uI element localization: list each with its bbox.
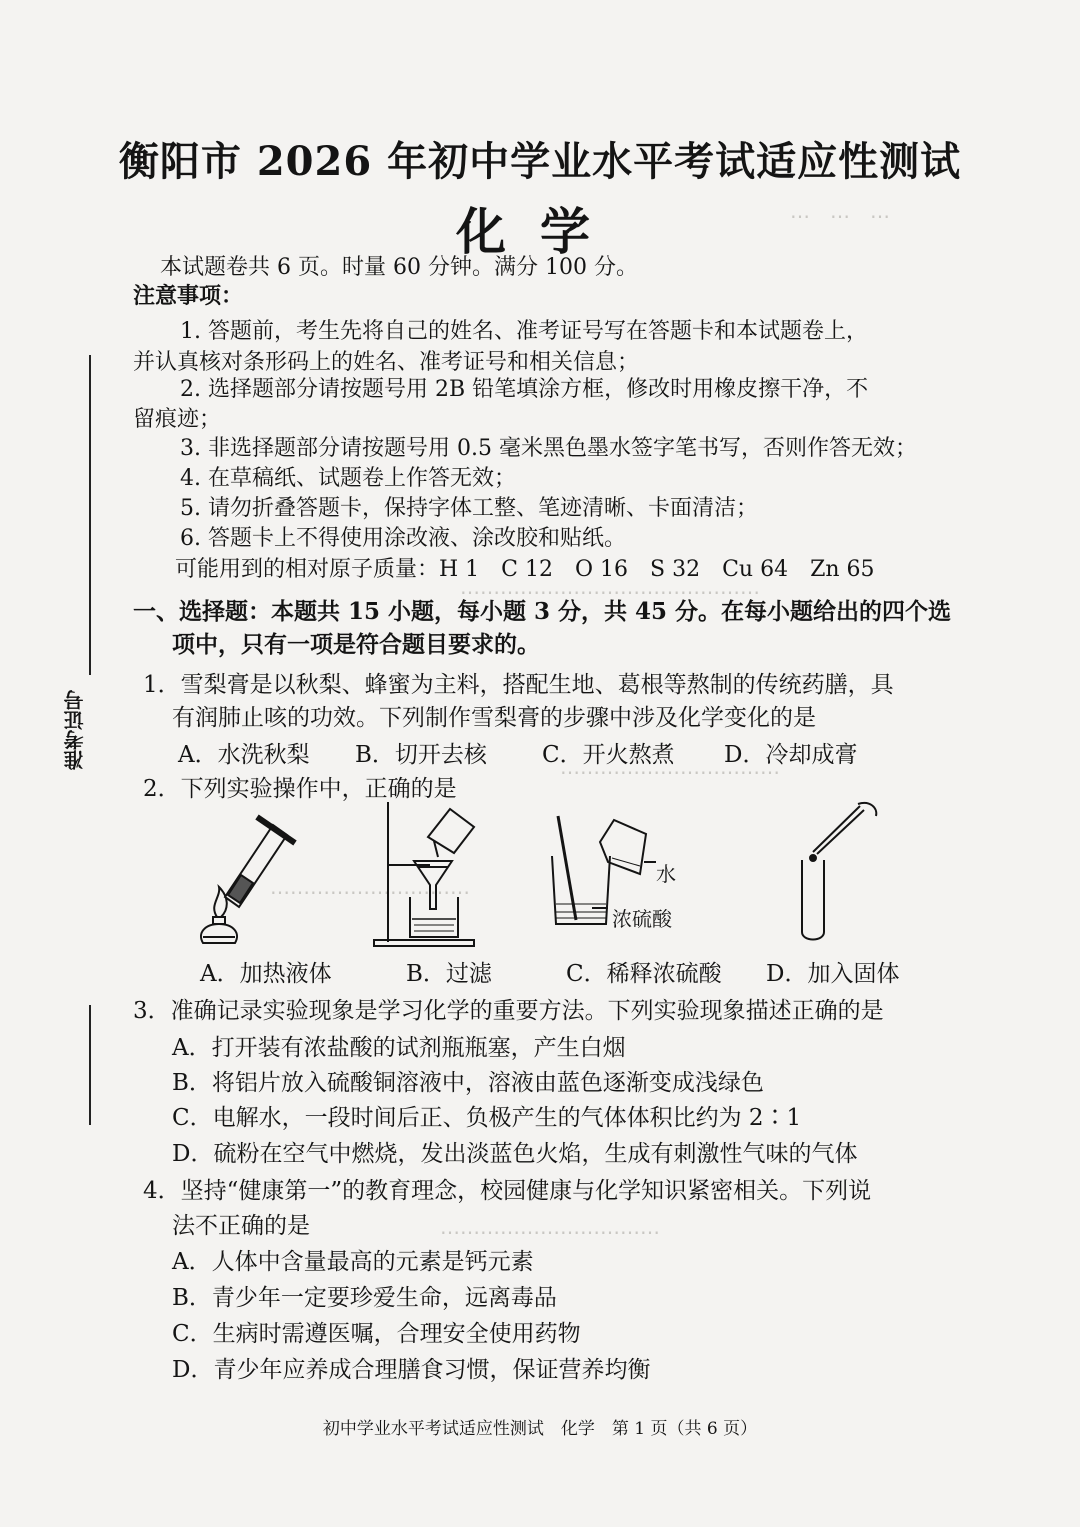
- question-3-option-d: D．硫粉在空气中燃烧，发出淡蓝色火焰，生成有刺激性气味的气体: [172, 1141, 858, 1167]
- notice-item-3: 3. 非选择题部分请按题号用 0.5 毫米黑色墨水签字笔书写，否则作答无效；: [180, 436, 917, 461]
- notice-item-2-cont: 留痕迹；: [133, 407, 222, 432]
- question-4-stem: 4．坚持“健康第一”的教育理念，校园健康与化学知识紧密相关。下列说: [143, 1178, 872, 1204]
- question-4-option-d: D．青少年应养成合理膳食习惯，保证营养均衡: [172, 1357, 651, 1383]
- atomic-masses: 可能用到的相对原子质量：H 1 C 12 O 16 S 32 Cu 64 Zn 65: [175, 557, 875, 582]
- binding-line-top: [89, 355, 91, 675]
- subject-title: 化学: [456, 202, 624, 261]
- question-1-option-d: D．冷却成膏: [724, 742, 858, 768]
- question-1-option-c: C．开火熬煮: [542, 742, 675, 768]
- question-1-option-a: A．水洗秋梨: [178, 742, 310, 768]
- question-4-option-b: B．青少年一定要珍爱生命，远离毒品: [172, 1285, 557, 1311]
- notice-item-6: 6. 答题卡上不得使用涂改液、涂改胶和贴纸。: [180, 526, 626, 551]
- filtration-figure: [370, 797, 480, 949]
- exam-id-label: 准考证号: [63, 690, 87, 770]
- adding-solid-figure: [780, 800, 890, 945]
- exam-title: 衡阳市 2026 年初中学业水平考试适应性测试: [118, 138, 962, 185]
- exam-page: ⋯ ⋯ ⋯ ⋯⋯⋯⋯⋯⋯⋯⋯⋯⋯⋯⋯⋯⋯⋯ ⋯⋯⋯⋯⋯⋯⋯⋯⋯⋯⋯ ⋯⋯⋯⋯⋯⋯⋯⋯⋯⋯ ⋯⋯⋯⋯⋯⋯⋯⋯⋯⋯⋯ 准考证号 衡阳市 2026 年初中学业水平考试适应性测试 化学 本试题卷共 6 页。时量 60 分钟。满分 100 分。 注意事项： 1. 答题前，考生先将自己的姓名、准考证号写在答题卡和本试题卷上， 并认真核对条形码上的姓名、准考证号和相关信息； 2. 选择题部分请按题号用 2B 铅笔填涂方框，修改时用橡皮擦干净，不 留痕迹； 3. 非选择题部分请按题号用 0.5 毫米黑色墨水签字笔书写，否则作答无效； 4. 在草稿纸、试题卷上作答无效； 5. 请勿折叠答题卡，保持字体工整、笔迹清晰、卡面清洁； 6. 答题卡上不得使用涂改液、涂改胶和贴纸。 可能用到的相对原子质量：H 1 C 12 O 16 S 32 Cu 64 Zn 65 一、选择题：本题共 15 小题，每小题 3 分，共 45 分。在每小题给出的四个选 项中，只有一项是符合题目要求的。 1．雪梨膏是以秋梨、蜂蜜为主料，搭配生地、葛根等熬制的传统药膳，具 有润肺止咳的功效。下列制作雪梨膏的步骤中涉及化学变化的是 A．水洗秋梨 B．切开去核 C．开火熬煮 D．冷却成膏 2．下列实验操作中，正确的是 水 浓硫酸 A．加热液体 B．过滤 C．稀释浓硫酸 D．加入固体 3．准确记录实验现象是学习化学的重要方法。下列实验现象描述正确的是 A．打开装有浓盐酸的试剂瓶瓶塞，产生白烟 B．将铝片放入硫酸铜溶液中，溶液由蓝色逐渐变成浅绿色 C．电解水，一段时间后正、负极产生的气体体积比约为 2∶1 D．硫粉在空气中燃烧，发出淡蓝色火焰，生成有刺激性气味的气体 4．坚持“健康第一”的教育理念，校园健康与化学知识紧密相关。下列说 法不正确的是 A．人体中含量最高的元素是钙元素 B．青少年一定要珍爱生命，远离毒品 C．生病时需遵医嘱，合理安全使用药物 D．青少年应养成合理膳食习惯，保证营养均衡 初中学业水平考试适应性测试 化学 第 1 页（共 6 页）: [0, 0, 1080, 1527]
- notice-item-5: 5. 请勿折叠答题卡，保持字体工整、笔迹清晰、卡面清洁；: [180, 496, 758, 521]
- question-4-option-a: A．人体中含量最高的元素是钙元素: [172, 1249, 534, 1275]
- intro-line: 本试题卷共 6 页。时量 60 分钟。满分 100 分。: [160, 255, 638, 280]
- question-3-option-c: C．电解水，一段时间后正、负极产生的气体体积比约为 2∶1: [172, 1105, 802, 1131]
- binding-line-bottom: [89, 1005, 91, 1125]
- section-heading-cont: 项中，只有一项是符合题目要求的。: [172, 631, 540, 658]
- question-3-option-a: A．打开装有浓盐酸的试剂瓶瓶塞，产生白烟: [172, 1035, 626, 1061]
- question-2-option-a: A．加热液体: [200, 961, 332, 987]
- water-label: 水: [656, 862, 676, 886]
- question-2-option-c: C．稀释浓硫酸: [566, 961, 722, 987]
- question-2-option-d: D．加入固体: [766, 961, 900, 987]
- acid-label: 浓硫酸: [612, 907, 672, 931]
- question-1-stem-cont: 有润肺止咳的功效。下列制作雪梨膏的步骤中涉及化学变化的是: [172, 705, 816, 731]
- question-4-stem-cont: 法不正确的是: [172, 1213, 310, 1239]
- question-2-option-b: B．过滤: [406, 961, 492, 987]
- section-heading: 一、选择题：本题共 15 小题，每小题 3 分，共 45 分。在每小题给出的四个选: [133, 598, 952, 625]
- question-3-stem: 3．准确记录实验现象是学习化学的重要方法。下列实验现象描述正确的是: [133, 998, 884, 1024]
- question-4-option-c: C．生病时需遵医嘱，合理安全使用药物: [172, 1321, 581, 1347]
- question-1-stem: 1．雪梨膏是以秋梨、蜂蜜为主料，搭配生地、葛根等熬制的传统药膳，具: [143, 672, 894, 698]
- question-1-option-b: B．切开去核: [355, 742, 487, 768]
- notice-heading: 注意事项：: [133, 283, 244, 309]
- notice-item-1: 1. 答题前，考生先将自己的姓名、准考证号写在答题卡和本试题卷上，: [180, 319, 868, 344]
- page-footer: 初中学业水平考试适应性测试 化学 第 1 页（共 6 页）: [322, 1419, 758, 1439]
- notice-item-4: 4. 在草稿纸、试题卷上作答无效；: [180, 466, 516, 491]
- notice-item-1-cont: 并认真核对条形码上的姓名、准考证号和相关信息；: [133, 350, 640, 375]
- notice-item-2: 2. 选择题部分请按题号用 2B 铅笔填涂方框，修改时用橡皮擦干净，不: [180, 377, 869, 402]
- heating-liquid-figure: [195, 805, 305, 945]
- question-2-stem: 2．下列实验操作中，正确的是: [143, 776, 457, 802]
- question-3-option-b: B．将铝片放入硫酸铜溶液中，溶液由蓝色逐渐变成浅绿色: [172, 1070, 764, 1096]
